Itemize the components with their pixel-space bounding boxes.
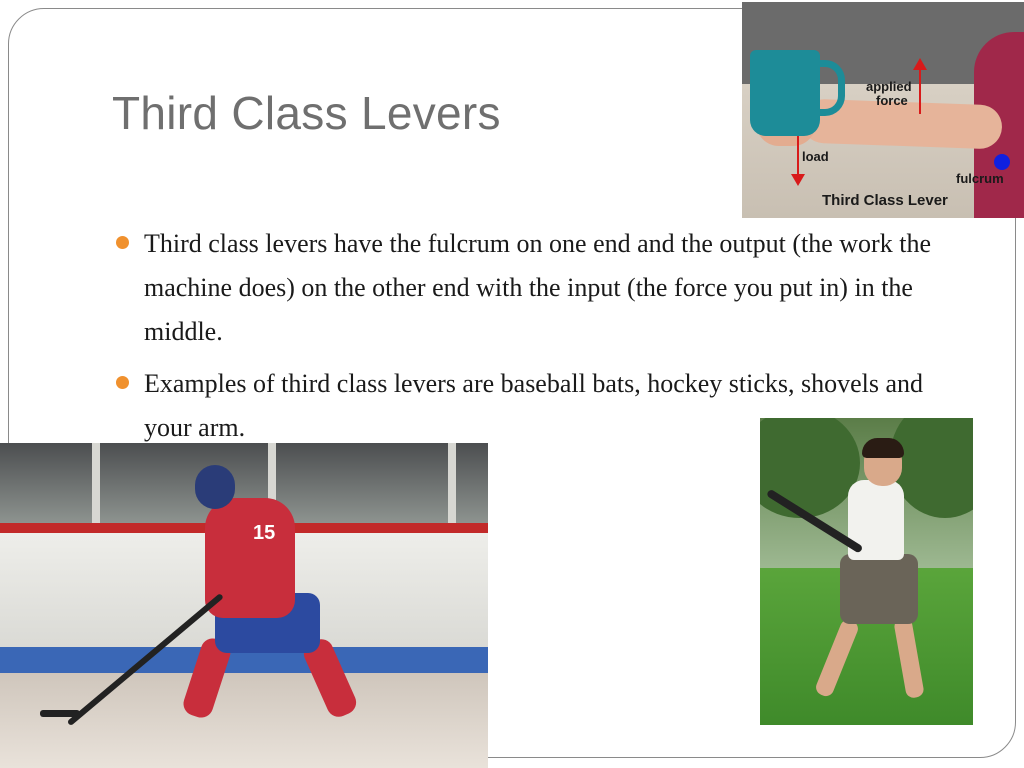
rink-post [448, 443, 456, 525]
fulcrum-label: fulcrum [956, 171, 1004, 186]
bullet-dot-icon [116, 236, 129, 249]
slide-title: Third Class Levers [112, 87, 501, 139]
applied-force-arrow [919, 68, 921, 114]
arrow-down-icon [791, 174, 805, 186]
hockey-player-photo [0, 443, 488, 768]
force-label: force [876, 93, 908, 108]
bullet-text: Third class levers have the fulcrum on one end and the output (the work the machine does) on the other end with the input (the force you put in) in the middle. [144, 229, 931, 346]
fulcrum-dot-icon [994, 154, 1010, 170]
rink-post [92, 443, 100, 525]
bullet-item [116, 222, 966, 354]
applied-label: applied [866, 79, 912, 94]
baseball-batter-photo [760, 418, 973, 725]
hockey-stick-blade [40, 710, 80, 717]
arrow-up-icon [913, 58, 927, 70]
diagram-caption: Third Class Lever [822, 192, 948, 209]
mug-handle [814, 60, 845, 116]
jersey-number: 15 [253, 522, 276, 544]
bullet-text: Examples of third class levers are baseball bats, hockey sticks, shovels and your arm. [144, 369, 924, 442]
bullet-dot-icon [116, 376, 129, 389]
batter-shorts [840, 554, 918, 624]
load-label: load [802, 149, 829, 164]
batter-hair [862, 438, 904, 458]
third-class-lever-diagram [742, 2, 1024, 218]
mug-icon [750, 50, 820, 136]
player-helmet [195, 465, 235, 509]
load-arrow [797, 136, 799, 176]
